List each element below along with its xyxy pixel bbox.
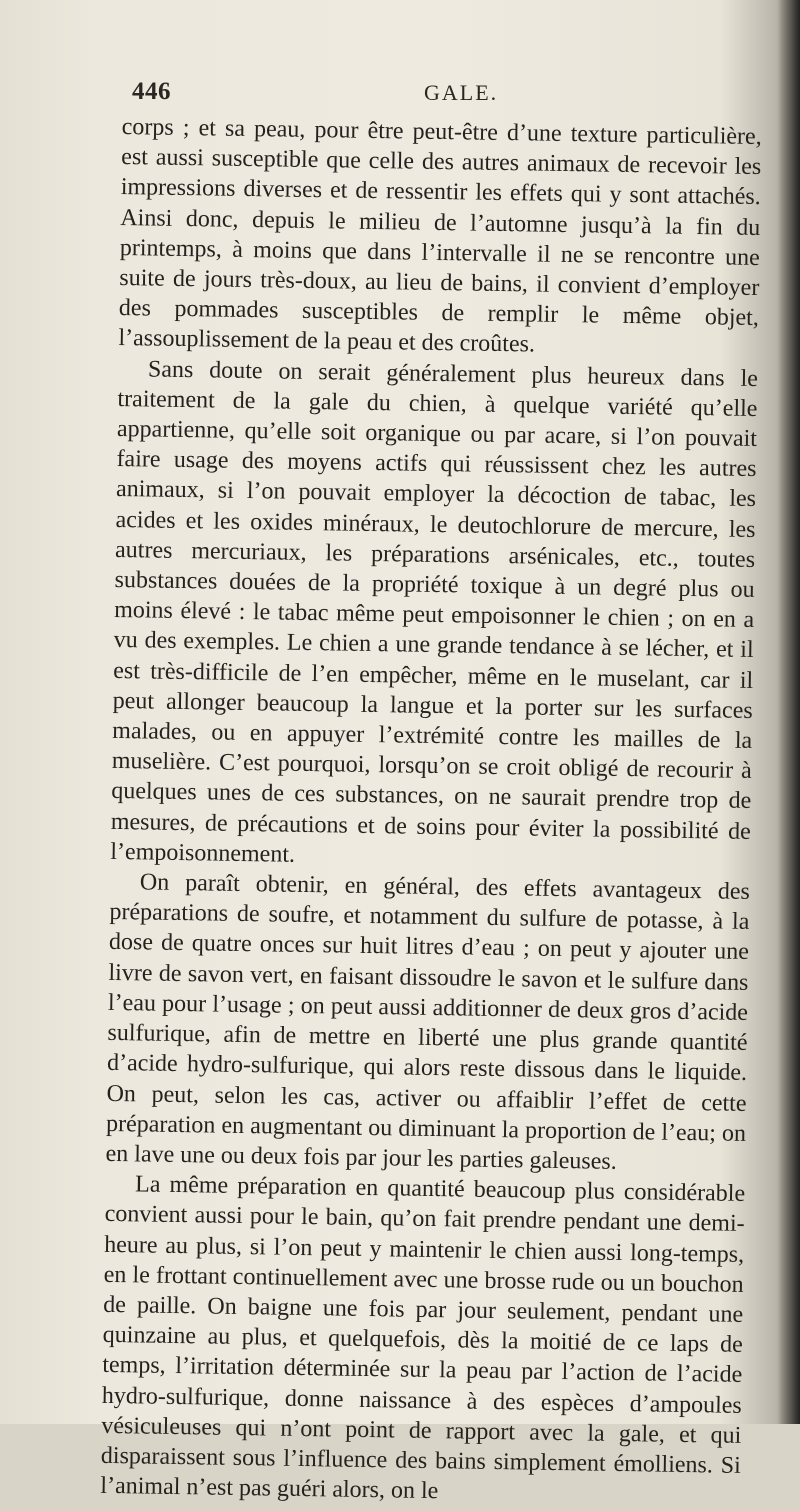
paragraph: On paraît obtenir, en général, des effets avantageux des préparations de soufre, et notamment du sulfure de potasse, à la dose de quatre onces sur huit litres d’eau ; on peut y ajouter une livre de savon vert, en faisant dissoudre le savon et le sulfure dans l’eau pour l’usage ; on peut aussi additionner de deux gros d’acide sulfurique, afin de mettre en liberté une plus grande quantité d’acide hydro-sulfurique, qui alors reste dissous dans le liquide. On peut, selon les cas, activer ou affaiblir l’effet de cette préparation en augmentant ou diminuant la proportion de l’eau; on en lave une ou deux fois par jour les parties galeuses.	[105, 869, 751, 1175]
body-text	[100, 112, 762, 1511]
page-number: 446	[132, 78, 171, 105]
running-title: GALE.	[424, 80, 499, 105]
paragraph-continuation: corps ; et sa peau, pour être peut-être d’une texture particulière, est aussi susceptible que celle des autres animaux de recevoir les impressions diverses et de ressentir les effets qui y sont attachés. Ainsi donc, depuis le milieu de l’automne jusqu’à la fin du printemps, à moins que dans l’intervalle il ne se rencontre une suite de jours très-doux, au lieu de bains, il convient d’employer des pommades susceptibles de remplir le même objet, l’assouplissement de la peau et des croûtes.	[118, 113, 762, 358]
page-header	[132, 78, 652, 110]
paragraph: Sans doute on serait généralement plus heureux dans le traitement de la gale du chien, à quelque variété qu’elle appartienne, qu’elle soit organique ou par acare, si l’on pouvait faire usage des moyens actifs qui réussissent chez les autres animaux, si l’on pouvait employer la décoction de tabac, les acides et les oxides minéraux, le deutochlorure de mercure, les autres mercuriaux, les préparations arsénicales, etc., toutes substances douées de la propriété toxique à un degré plus ou moins élevé : le tabac même peut empoisonner le chien ; on en a vu des exemples. Le chien a une grande tendance à se lécher, et il est très-difficile de l’en empêcher, même en le muselant, car il peut allonger beaucoup la langue et la porter sur les surfaces malades, ou en appuyer l’extrémité contre les mailles de la muselière. C’est pourquoi, lorsqu’on se croit obligé de recourir à quelques unes de ces substances, on ne saurait prendre trop de mesures, de précautions et de soins pour éviter la possibilité de l’empoisonnement.	[110, 356, 759, 868]
paragraph: La même préparation en quantité beaucoup plus considérable convient aussi pour le bain, qu’on fait prendre pendant une demi-heure au plus, si l’on peut y maintenir le chien aussi long-temps, en le frottant continuellement avec une brosse rude ou un bouchon de paille. On baigne une fois par jour seulement, pendant une quinzaine au plus, et quelquefois, dès la moitié de ce laps de temps, l’irritation déterminée sur la peau par l’action de l’acide hydro-sulfurique, donne naissance à des espèces d’ampoules vésiculeuses qui n’ont point de rapport avec la gale, et qui disparaissent sous l’influence des bains simplement émolliens. Si l’animal n’est pas guéri alors, on le	[100, 1171, 746, 1505]
page-gutter-shadow	[778, 0, 800, 1424]
